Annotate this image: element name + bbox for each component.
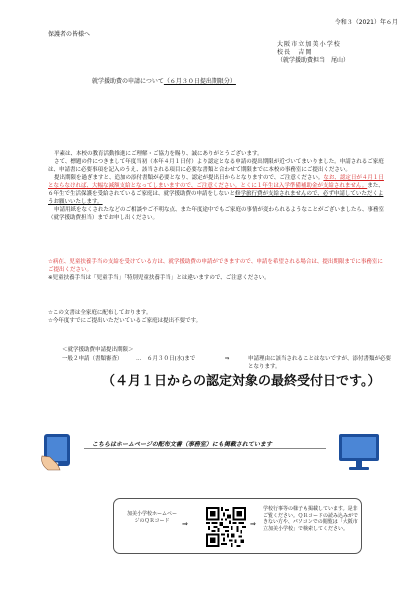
web-notice-text: こちらはホームページの配布文書（事務室）にも掲載されています xyxy=(92,441,272,448)
title-deadline: （６月３０日提出期限分） xyxy=(163,78,236,85)
document-date: 令和３（2021）年６月 xyxy=(334,19,398,26)
period-row xyxy=(62,355,392,371)
period-until: … ６月３０日(水)まで xyxy=(136,356,196,362)
period-arrow: ⇒ xyxy=(224,356,230,362)
monitor-icon xyxy=(336,432,382,472)
body-paragraph-4: 申請用紙をなくされたなどのご相談やご不明な点、また年度途中でもご家庭の事情が変わられるようなことがございましたら、事務室（就学援助費担当）までお申し出ください。 xyxy=(48,207,385,221)
contact-person: （就学援助費担当 尾山） xyxy=(277,57,350,64)
period-note: 申請理由に該当されることはないですが、添付書類が必要となります。 xyxy=(248,356,392,370)
body-p3-trip: 修学旅行費が支給されませんので、必ず申請していただくようお願いいたします。 xyxy=(48,191,384,205)
document-title xyxy=(92,78,392,86)
school-name: 大阪市立加美小学校 xyxy=(277,41,341,48)
web-notice-row xyxy=(38,430,388,490)
body-p3-plain: 提出期限を過ぎますと、追加の添付書類が必要となり、認定が提出日からとなりますので、ご注意ください。 xyxy=(54,175,324,181)
recipient: 保護者の皆様へ xyxy=(48,31,91,38)
body-text xyxy=(48,150,384,222)
submission-period xyxy=(62,346,392,371)
notes-block xyxy=(48,258,384,282)
note-allowance-difference: ※児童扶養手当は「児童手当」「特別児童扶養手当」とは違いますので、ご注意ください。 xyxy=(48,275,270,281)
qr-label: 加美小学校ホームページのＱＲコード xyxy=(126,511,177,524)
qr-code-panel xyxy=(113,498,362,554)
qr-arrow: ⇒ xyxy=(182,520,188,528)
note-distribution: ☆この文書は全家庭に配布しております。 xyxy=(48,310,152,316)
period-heading: ＜就学援助費申請提出期限＞ xyxy=(62,347,134,353)
title-main: 就学援助費の申請について xyxy=(92,78,164,85)
note-already-submitted-text: ☆今年度すでにご提出いただいているご家庭は提出不要です。 xyxy=(48,318,202,324)
body-p3-plain-2: また、６年生で生活保護を受給されているご家庭は、就学援助費の申請をしないと xyxy=(48,183,384,197)
qr-code-icon[interactable] xyxy=(206,507,246,547)
notes-block-2 xyxy=(48,309,384,325)
sender-block xyxy=(277,41,397,65)
body-p3-warning: なお、認定日が４月１日とならなければ、大幅な減額支給となってしまいますので、ご注意ください。とくに１年生は入学準備補助金が支給されません。 xyxy=(48,175,384,189)
tablet-hand-icon xyxy=(38,430,80,472)
final-deadline-note: （４月１日からの認定対象の最終受付日です。） xyxy=(102,374,381,389)
divider xyxy=(84,448,326,449)
principal-name: 校長 吉岡 xyxy=(277,49,313,56)
period-type: 一般２申請（書類審査） xyxy=(62,356,123,362)
body-paragraph-3 xyxy=(48,174,384,206)
qr-info-text: 学校行事等の様子も掲載しています。是非ご覧ください。ＱＲコードの読み込みができない方や、パソコンでの閲覧は「大阪市立加美小学校」で検索してください。 xyxy=(263,506,359,532)
note-already-submitted xyxy=(48,317,384,325)
note-child-allowance: ☆病在、児童扶養手当の支給を受けている方は、就学援助費の申請ができますので、申請を希望される場合は、提出期限までに事務室にご提出ください。 xyxy=(48,259,383,273)
qr-arrow-2: ⇒ xyxy=(250,520,256,528)
body-paragraph-1: 平素は、本校の教育活動推進にご理解・ご協力を賜り、誠にありがとうございます。 xyxy=(54,151,263,157)
body-paragraph-2: さて、標題の件につきまして年度当初（本年４月１日付）より認定となる申請の提出期限が近づいてまいりました。申請されるご家庭は、申請書に必要事項を記入のうえ、該当される項目に必要な書類と合わせて期限までに本校の事務室にご提出ください。 xyxy=(48,159,384,173)
